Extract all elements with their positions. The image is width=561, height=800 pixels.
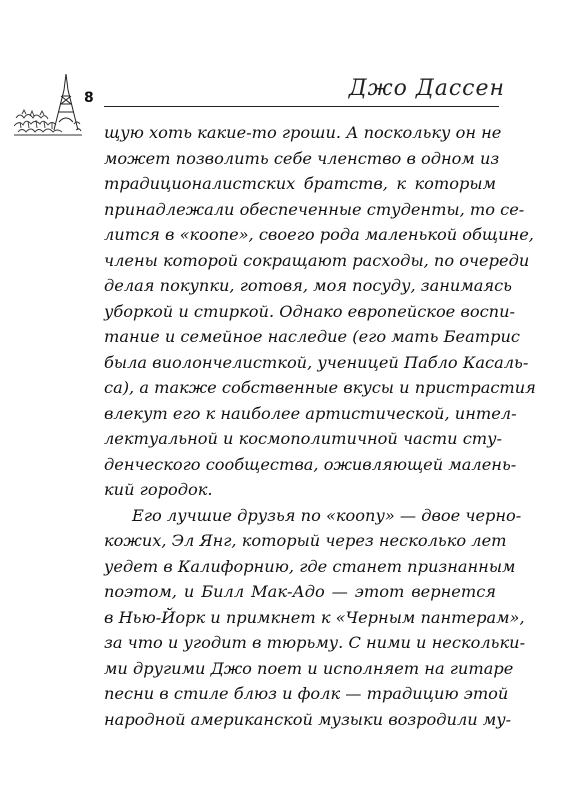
text-line: влекут его к наиболее артистической, интел- xyxy=(104,403,517,423)
text-line: принадлежали обеспеченные студенты, то се- xyxy=(104,199,525,219)
text-line: кий городок. xyxy=(104,480,213,499)
eiffel-tower-sketch-icon xyxy=(14,74,82,136)
text-line: денческого сообщества, оживляющей малень- xyxy=(104,454,517,474)
body-text xyxy=(104,120,536,732)
page-header xyxy=(0,0,561,140)
text-line: может позволить себе членство в одном из xyxy=(104,148,500,168)
text-line: песни в стиле блюз и фолк — традицию этой xyxy=(104,684,509,703)
running-head: Джо Дассен xyxy=(348,76,505,101)
text-line: ми другими Джо поет и исполняет на гитаре xyxy=(104,658,514,678)
text-line: уедет в Калифорнию, где станет признанным xyxy=(104,556,516,576)
text-line: была виолончелисткой, ученицей Пабло Касаль- xyxy=(104,352,529,372)
text-line: кожих, Эл Янг, который через несколько лет xyxy=(104,531,507,550)
text-line: традиционалистских братств, к которым xyxy=(104,174,496,193)
text-line: уборкой и стиркой. Однако европейское воспи- xyxy=(104,301,515,321)
page-number: 8 xyxy=(84,90,94,106)
text-line: народной американской музыки возродили му- xyxy=(104,709,512,729)
text-line: Его лучшие друзья по «коопу» — двое черно- xyxy=(132,505,522,525)
text-line: поэтом, и Билл Мак-Адо — этот вернется xyxy=(104,582,496,601)
text-line: щую хоть какие-то гроши. А поскольку он не xyxy=(104,123,502,142)
header-rule xyxy=(104,106,499,107)
text-line: са), а также собственные вкусы и пристрастия xyxy=(104,378,536,397)
text-line: лится в «коопе», своего рода маленькой общине, xyxy=(104,225,534,244)
text-line: делая покупки, готовя, моя посуду, занимаясь xyxy=(104,276,512,295)
text-line: члены которой сокращают расходы, по очереди xyxy=(104,250,530,270)
text-line: в Нью-Йорк и примкнет к «Черным пантерам», xyxy=(104,607,525,627)
text-line: лектуальной и космополитичной части сту- xyxy=(104,429,502,448)
text-line: за что и угодит в тюрьму. С ними и нескольки- xyxy=(104,633,526,652)
text-line: тание и семейное наследие (его мать Беатрис xyxy=(104,327,520,346)
